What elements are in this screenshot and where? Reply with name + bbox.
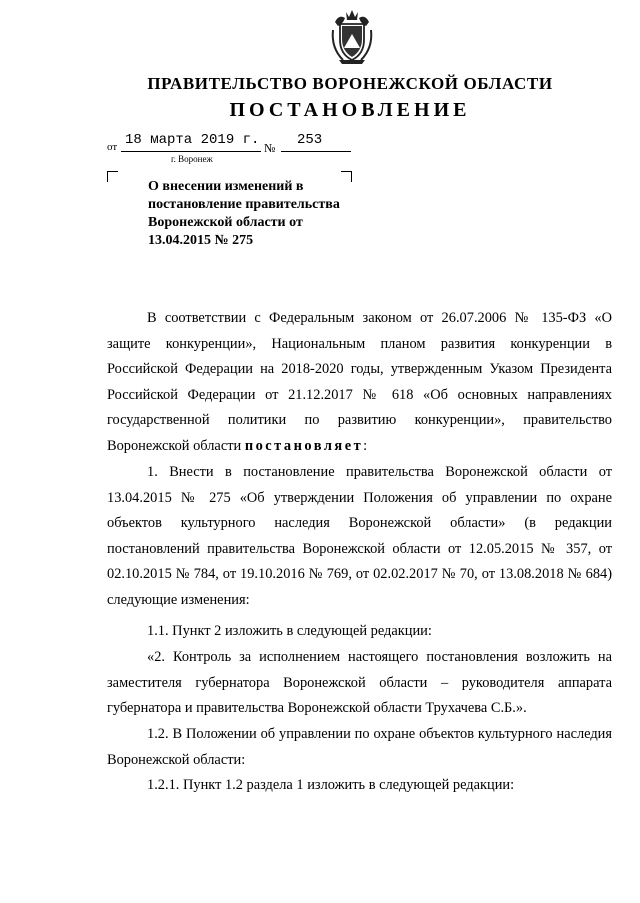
paragraph-1-text: 1. Внести в постановление правительства Воронежской области от 13.04.2015 № 275 «Об утверждении Положения об управлении по охране объектов культурного наследия Воронежской области» (в редакции постановлений правительства Воронежской области от 12.05.2015 № 357, от 02.10.2015 № 784, от 19.10.2016 № 769, от 02.02.2017 № 70, от 13.08.2018 № 684) следующие изменения: (107, 464, 612, 608)
title-corner-left (107, 171, 118, 182)
city-label: г. Воронеж (171, 154, 213, 164)
date-field (121, 134, 261, 152)
paragraph-1-1-text: 1.1. Пункт 2 изложить в следующей редакции: (147, 623, 432, 639)
intro-end: : (363, 437, 368, 454)
date-prefix: от (107, 141, 118, 153)
document-type: ПОСТАНОВЛЕНИЕ (229, 99, 471, 121)
paragraph-1-1-quote (107, 645, 612, 722)
date-value: 18 марта 2019 г. (125, 132, 260, 148)
quote-text: «2. Контроль за исполнением настоящего постановления возложить на заместителя губернатора Воронежской области – руководителя аппарата губернатора и правительства Воронежской области Трухачева С.Б.». (107, 649, 612, 717)
government-name: ПРАВИТЕЛЬСТВО ВОРОНЕЖСКОЙ ОБЛАСТИ (147, 74, 553, 93)
paragraph-1-2-1 (107, 773, 612, 799)
number-prefix: № (264, 141, 276, 155)
paragraph-1-2-text: 1.2. В Положении об управлении по охране объектов культурного наследия Воронежской области: (107, 726, 612, 768)
intro-paragraph (107, 306, 612, 460)
number-field (281, 134, 351, 152)
paragraph-1-2 (107, 722, 612, 773)
intro-text: В соответствии с Федеральным законом от 26.07.2006 № 135-ФЗ «О защите конкуренции», Национальным планом развития конкуренции в Российской Федерации на 2018-2020 годы, утвержденным Указом Президента Российской Федерации от 21.12.2017 № 618 «Об основных направлениях государственной политики по развитию конкуренции», правительство Воронежской области (107, 310, 612, 454)
paragraph-1 (107, 460, 612, 614)
decree-word: постановляет (244, 437, 364, 454)
paragraph-1-1 (107, 619, 612, 645)
paragraph-1-2-1-text: 1.2.1. Пункт 1.2 раздела 1 изложить в следующей редакции: (147, 777, 515, 793)
coat-of-arms-icon (329, 8, 375, 66)
document-title: О внесении изменений в постановление правительства Воронежской области от 13.04.2015 № 275 (148, 179, 340, 248)
number-value: 253 (297, 132, 323, 148)
